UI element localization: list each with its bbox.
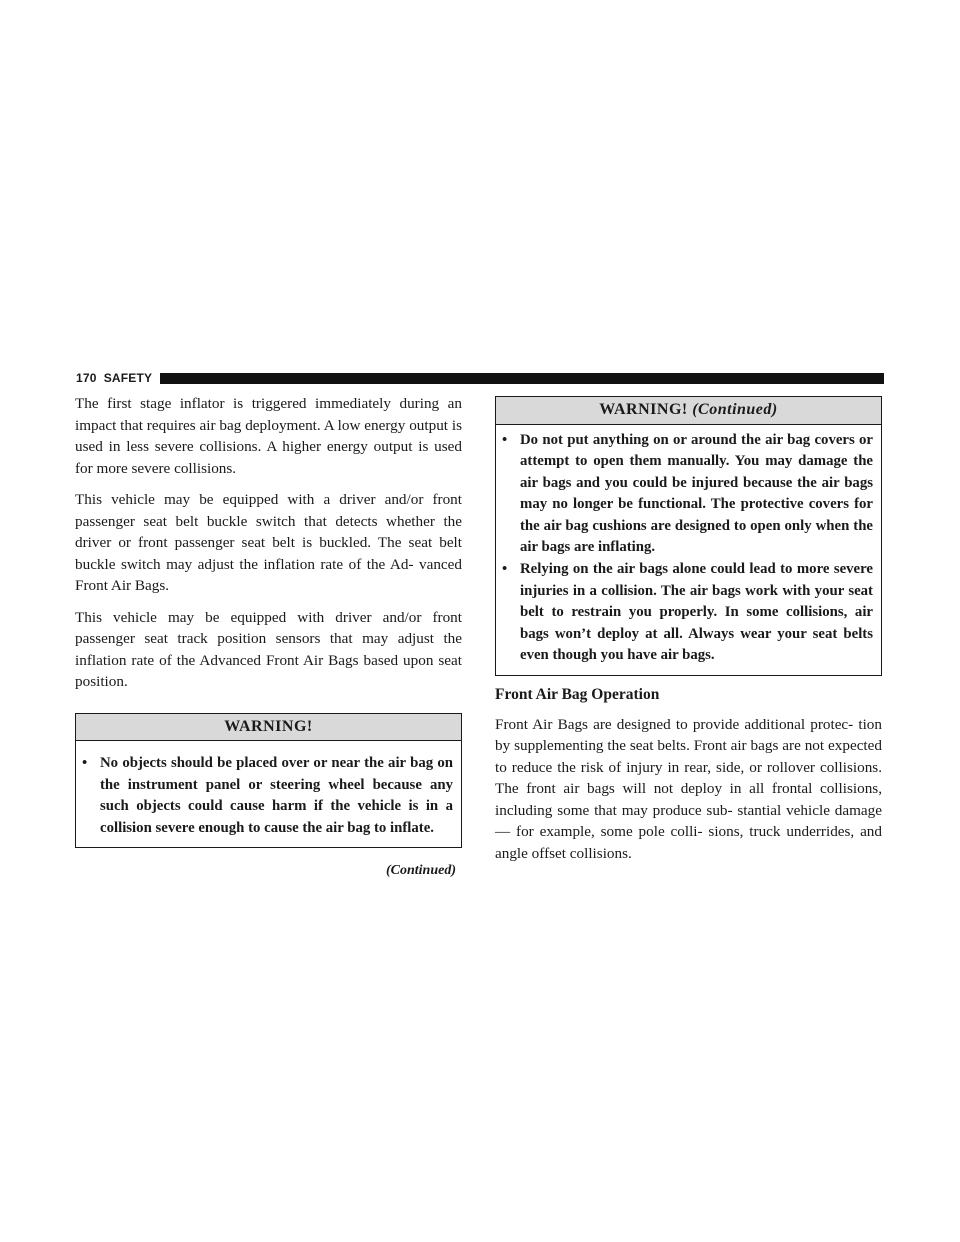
page-number-section: 170 SAFETY [76,371,153,385]
bullet-icon: • [502,431,508,448]
warning-title-continued: (Continued) [692,401,778,418]
body-paragraph: This vehicle may be equipped with a driver and/or front passenger seat belt buckle switch that detects whether the driver or front passenger seat belt is buckled. The seat belt buckle switch may adjust the inflation rate of the Ad- vanced Front Air Bags. [75,491,462,594]
body-paragraph: The first stage inflator is triggered immediately during an impact that requires air bag deployment. A low energy output is used in less severe collisions. A higher energy output is used for more severe collisions. [75,395,462,477]
warning-bullet: • No objects should be placed over or near the air bag on the instrument panel or steering wheel because any such objects could cause harm if the vehicle is in a collision severe enough to cause the air bag to inflate. [82,755,453,836]
warning-body [76,741,461,847]
header-rule [160,373,884,384]
warning-box-continued [495,396,882,676]
bullet-icon: • [82,755,88,771]
warning-bullet: • Relying on the air bags alone could lead to more severe injuries in a collision. The air bags work with your seat belt to restrain you properly. In some collisions, air bags won’t deploy at all. Always wear your seat belts even though you have air bags. [502,561,873,664]
warning-body [496,425,881,676]
body-paragraph: Front Air Bags are designed to provide additional protec- tion by supplementing the seat belts. Front air bags are not expected to reduce the risk of injury in rear, side, or rollover collisions. The front air bags will not deploy in all frontal collisions, including some that may produce sub- stantial vehicle damage — for example, some pole colli- sions, truck underrides, and angle offset collisions. [495,715,882,862]
section-heading: Front Air Bag Operation [495,686,660,704]
warning-title: WARNING! (Continued) [496,397,881,425]
warning-bullet: • Do not put anything on or around the air bag covers or attempt to open them manually. You may damage the air bags and you could be injured because the air bags may no longer be functional. The protective covers for the air bag cushions are designed to open only when the air bags are inflating. [502,431,873,556]
warning-box [75,713,462,849]
page-header [76,368,884,388]
warning-title: WARNING! [76,714,461,742]
left-column [75,393,462,882]
right-column [495,393,882,874]
continued-label: (Continued) [385,863,456,879]
bullet-icon: • [502,561,508,578]
body-paragraph: This vehicle may be equipped with driver and/or front passenger seat track position sensors that may adjust the inflation rate of the Advanced Front Air Bags based upon seat position. [75,608,462,690]
